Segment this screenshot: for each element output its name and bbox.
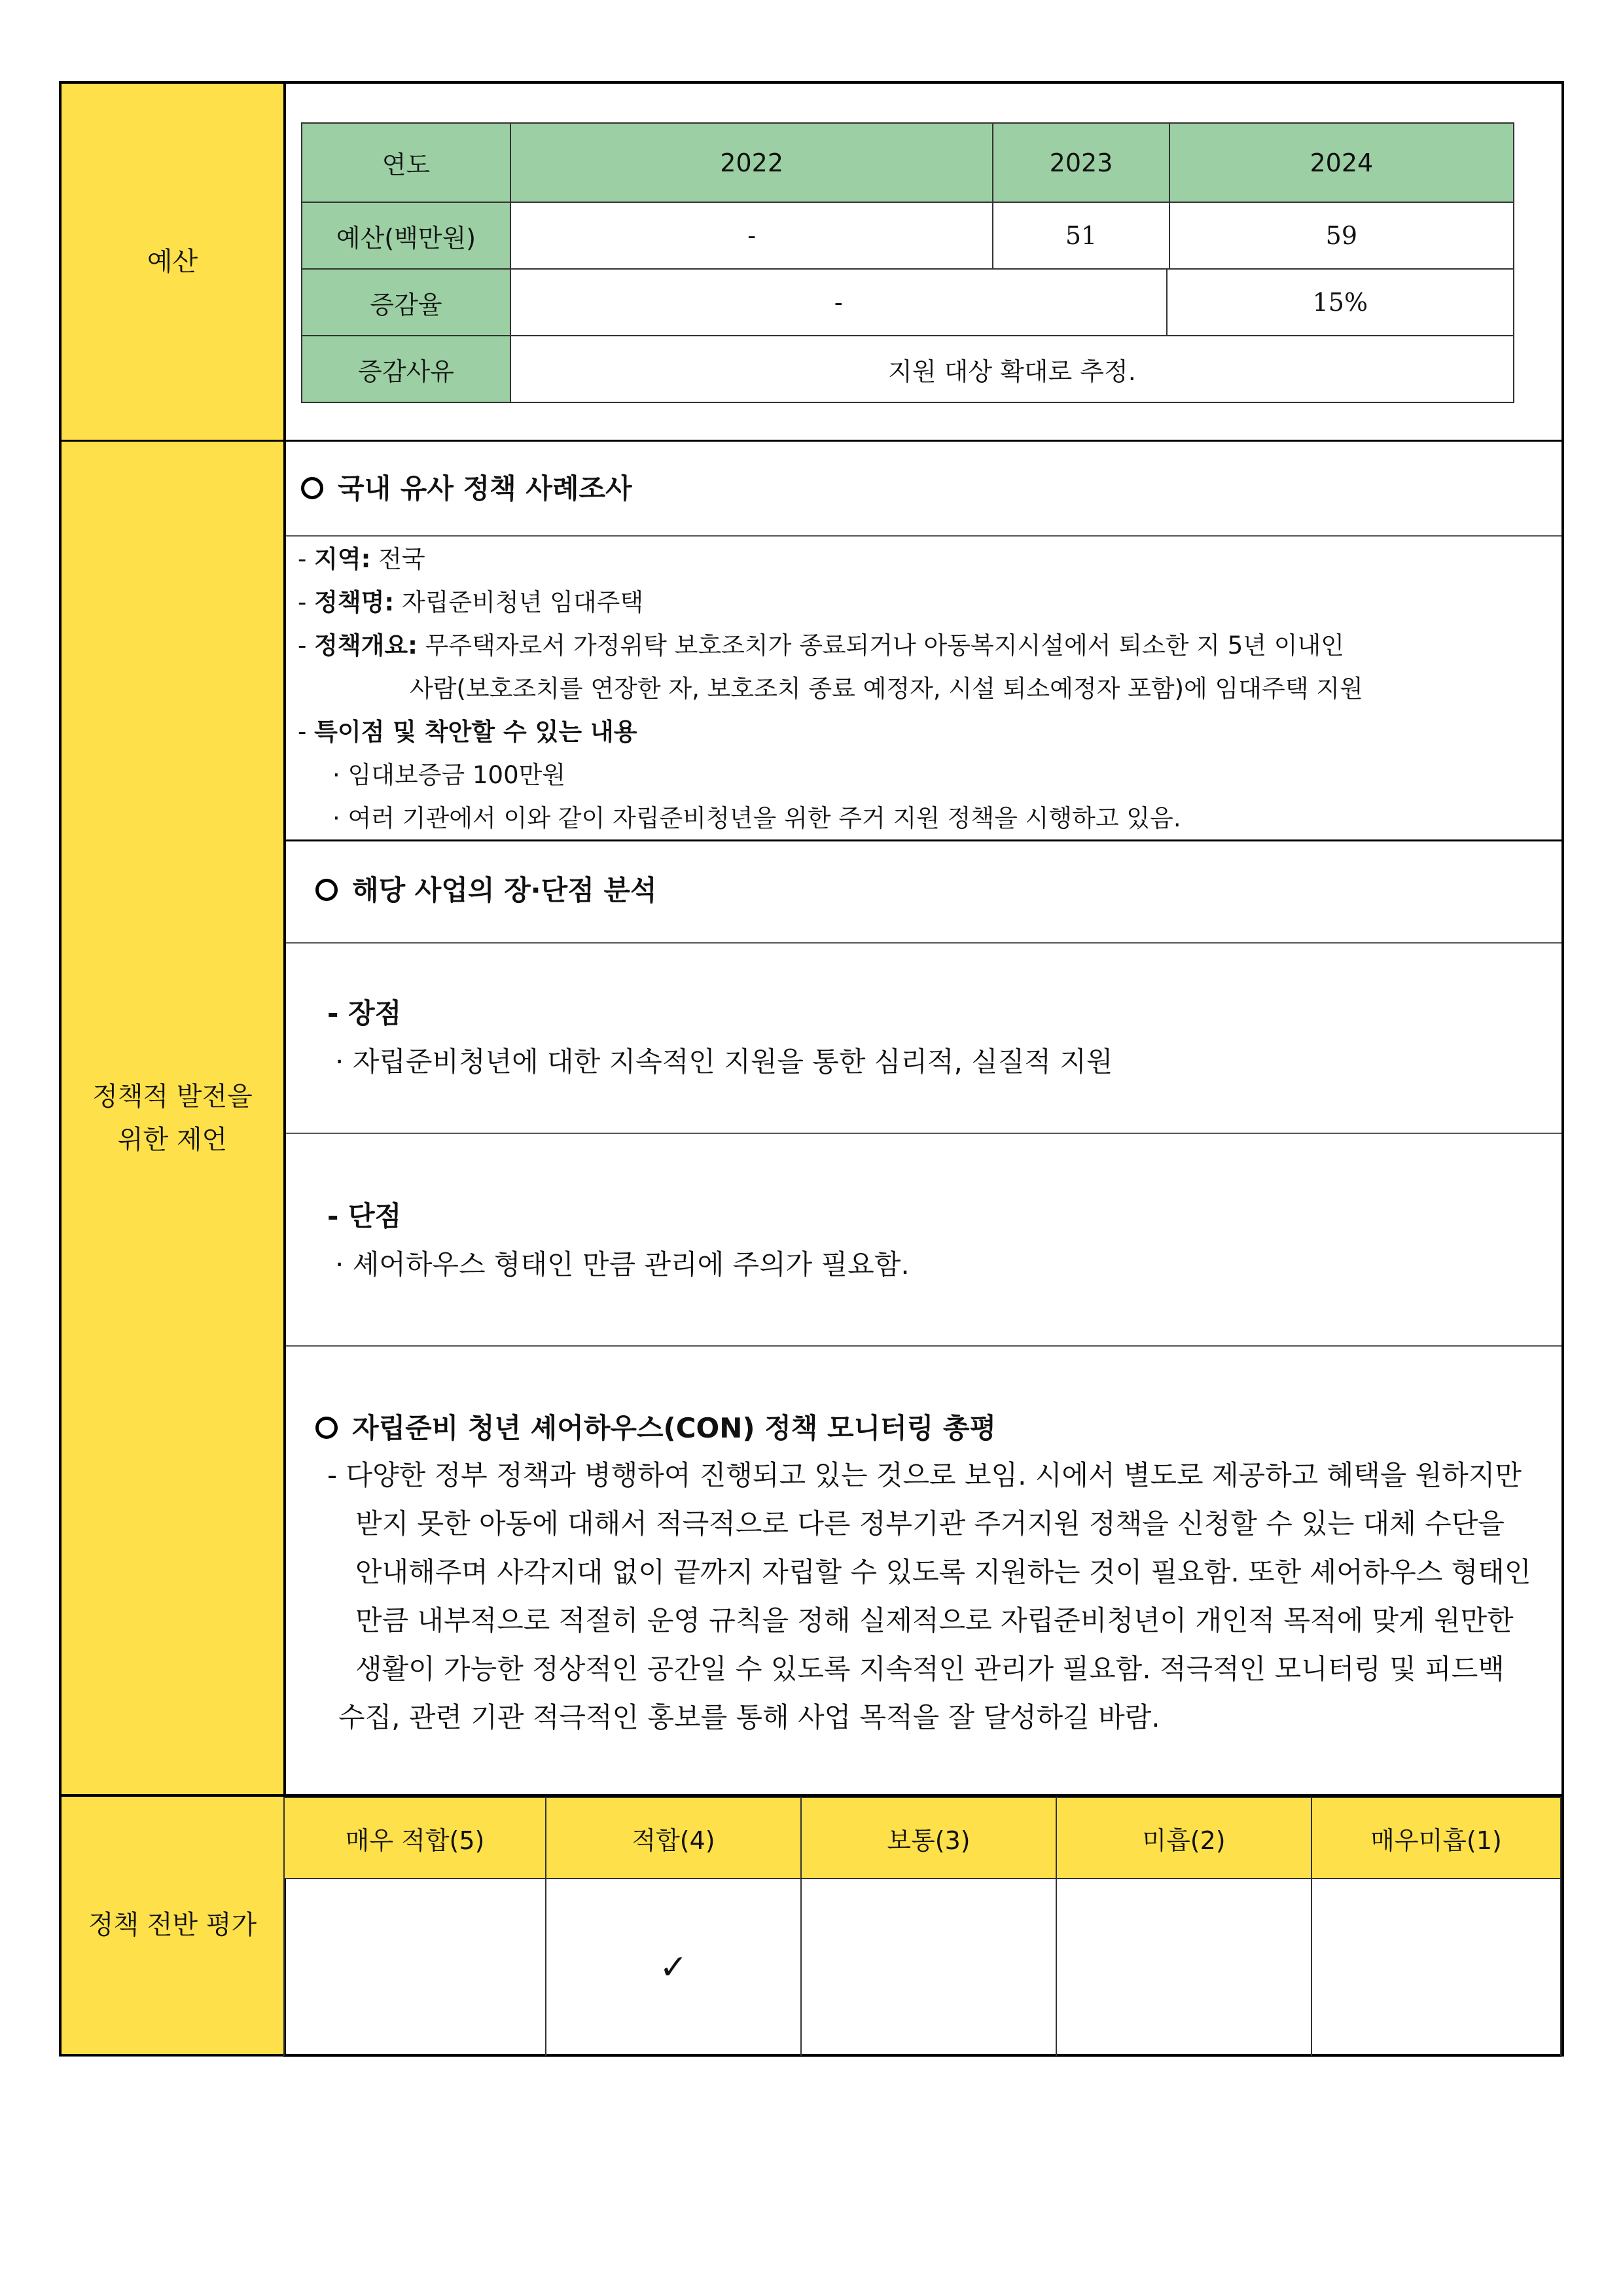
note-item-1: · 임대보증금 100만원 <box>332 761 566 789</box>
change-reason-value: 지원 대상 확대로 추정. <box>510 336 1514 402</box>
option-very-suitable: 매우 적합(5) <box>284 1797 546 1879</box>
analysis-heading-text: 해당 사업의 장·단점 분석 <box>352 874 657 906</box>
evaluation-table <box>283 1797 1561 2057</box>
review-line-3: 안내해주며 사각지대 없이 끝까지 자립할 수 있도록 지원하는 것이 필요함. 또한 셰어하우스 형태인 <box>355 1556 1531 1588</box>
change-reason-label: 증감사유 <box>302 336 510 402</box>
mark-cell-1[interactable] <box>1311 1879 1561 2057</box>
note-item-1-text: 임대보증금 100만원 <box>348 761 566 789</box>
divider <box>286 1345 1561 1347</box>
budget-2024: 59 <box>1169 202 1514 269</box>
divider <box>286 942 1561 944</box>
divider <box>286 535 1561 537</box>
budget-label <box>62 84 286 440</box>
note-item-2: · 여러 기관에서 이와 같이 자립준비청년을 위한 주거 지원 정책을 시행하고 있음. <box>332 804 1181 832</box>
review-line-6: 수집, 관련 기관 적극적인 홍보를 통해 사업 목적을 잘 달성하길 바람. <box>338 1701 1160 1733</box>
proposal-label-line1: 정책적 발전을 <box>92 1081 253 1112</box>
policy-name-label: 정책명: <box>314 588 395 616</box>
region-label: 지역: <box>314 545 371 573</box>
policy-name-value: 자립준비청년 임대주택 <box>401 588 644 616</box>
mark-cell-3[interactable] <box>801 1879 1056 2057</box>
year-2023: 2023 <box>993 123 1169 202</box>
option-normal: 보통(3) <box>801 1797 1056 1879</box>
budget-label-text: 예산 <box>147 247 198 277</box>
year-header: 연도 <box>302 123 510 202</box>
divider <box>286 1133 1561 1134</box>
budget-row-label: 예산(백만원) <box>302 202 510 269</box>
evaluation-label-text: 정책 전반 평가 <box>88 1910 257 1940</box>
overview-text-2: 사람(보호조치를 연장한 자, 보호조치 종료 예정자, 시설 퇴소예정자 포함)에 임대주택 지원 <box>410 675 1363 703</box>
policy-name-line: - 정책명: 자립준비청년 임대주택 <box>298 588 644 616</box>
change-rate-label: 증감율 <box>302 269 510 336</box>
notes-label: 특이점 및 착안할 수 있는 내용 <box>314 718 637 746</box>
overview-line: - 정책개요: 무주택자로서 가정위탁 보호조치가 종료되거나 아동복지시설에서 퇴소한 지 5년 이내인 <box>298 631 1344 660</box>
pros-item: · 자립준비청년에 대한 지속적인 지원을 통한 심리적, 실질적 지원 <box>335 1046 1113 1078</box>
domestic-heading <box>301 466 632 512</box>
cons-label: - 단점 <box>327 1200 402 1232</box>
section-divider <box>62 440 1561 442</box>
circle-bullet-icon <box>315 1417 338 1439</box>
notes-line: - 특이점 및 착안할 수 있는 내용 <box>298 718 637 746</box>
review-line-4: 만큼 내부적으로 적절히 운영 규칙을 정해 실제적으로 자립준비청년이 개인적 목적에 맞게 원만한 <box>355 1604 1514 1636</box>
cons-item: · 셰어하우스 형태인 만큼 관리에 주의가 필요함. <box>335 1248 910 1280</box>
circle-bullet-icon <box>301 477 323 499</box>
budget-table <box>301 122 1514 403</box>
pros-label: - 장점 <box>327 997 402 1029</box>
budget-2023: 51 <box>993 202 1169 269</box>
region-line: - 지역: 전국 <box>298 545 425 573</box>
circle-bullet-icon <box>315 879 338 901</box>
analysis-heading <box>315 868 657 913</box>
note-item-2-text: 여러 기관에서 이와 같이 자립준비청년을 위한 주거 지원 정책을 시행하고 있음. <box>348 804 1181 832</box>
proposal-label <box>62 442 286 1794</box>
review-line-5: 생활이 가능한 정상적인 공간일 수 있도록 지속적인 관리가 필요함. 적극적인 모니터링 및 피드백 <box>355 1653 1505 1685</box>
region-value: 전국 <box>378 545 425 573</box>
change-rate-2024: 15% <box>1167 269 1514 336</box>
domestic-heading-text: 국내 유사 정책 사례조사 <box>338 472 632 504</box>
option-very-insufficient: 매우미흡(1) <box>1311 1797 1561 1879</box>
year-2024: 2024 <box>1169 123 1514 202</box>
overview-label: 정책개요: <box>314 631 418 660</box>
option-suitable: 적합(4) <box>546 1797 801 1879</box>
review-heading <box>315 1405 996 1451</box>
mark-cell-2[interactable] <box>1056 1879 1311 2057</box>
review-line-2: 받지 못한 아동에 대해서 적극적으로 다른 정부기관 주거지원 정책을 신청할 수 있는 대체 수단을 <box>355 1508 1505 1540</box>
change-rate-2022-2023: - <box>510 269 1167 336</box>
mark-cell-5[interactable] <box>284 1879 546 2057</box>
overview-text-1: 무주택자로서 가정위탁 보호조치가 종료되거나 아동복지시설에서 퇴소한 지 5년 이내인 <box>425 631 1344 660</box>
divider <box>286 839 1561 841</box>
budget-2022: - <box>510 202 993 269</box>
check-mark-icon[interactable]: ✓ <box>546 1879 801 2057</box>
proposal-label-text <box>92 1075 253 1161</box>
proposal-label-line2: 위한 제언 <box>117 1124 228 1155</box>
review-heading-text: 자립준비 청년 셰어하우스(CON) 정책 모니터링 총평 <box>352 1412 997 1444</box>
review-line-1: - 다양한 정부 정책과 병행하여 진행되고 있는 것으로 보임. 시에서 별도로 제공하고 혜택을 원하지만 <box>327 1459 1522 1491</box>
option-insufficient: 미흡(2) <box>1056 1797 1311 1879</box>
year-2022: 2022 <box>510 123 993 202</box>
evaluation-label <box>62 1796 286 2054</box>
